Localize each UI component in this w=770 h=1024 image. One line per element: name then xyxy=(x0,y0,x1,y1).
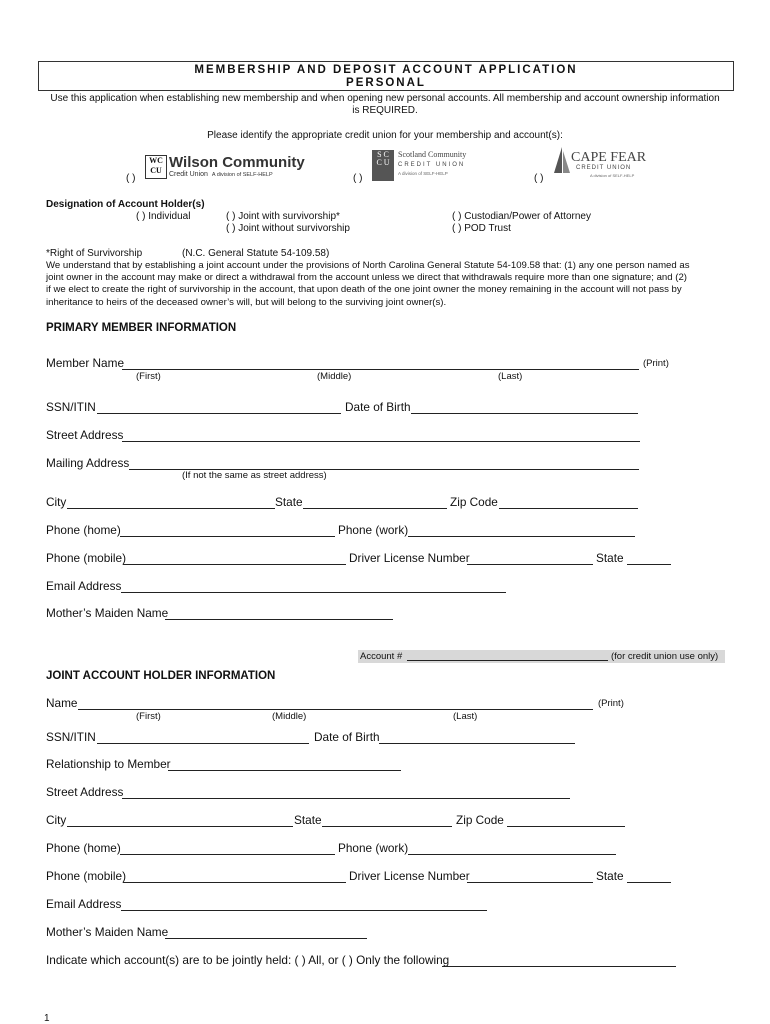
account-number-note: (for credit union use only) xyxy=(611,651,719,662)
cape-fear-checkbox[interactable]: ( ) xyxy=(534,173,544,184)
scotland-logo-sub: CREDIT UNION xyxy=(398,162,466,168)
designation-heading: Designation of Account Holder(s) xyxy=(46,199,205,210)
joint-driver-license-field[interactable] xyxy=(467,882,593,883)
joint-holder-heading: JOINT ACCOUNT HOLDER INFORMATION xyxy=(46,670,276,682)
zip-label: Zip Code xyxy=(450,495,498,509)
identify-prompt: Please identify the appropriate credit union for your membership and account(s): xyxy=(207,130,563,141)
joint-phone-work-field[interactable] xyxy=(408,854,616,855)
joint-dl-state-field[interactable] xyxy=(627,882,671,883)
custodian-option[interactable]: ( ) Custodian/Power of Attorney xyxy=(452,211,591,222)
ssn-field[interactable] xyxy=(97,413,341,414)
wilson-logo-mark: WC CU xyxy=(145,155,167,179)
joint-city-field[interactable] xyxy=(67,826,293,827)
ssn-label: SSN/ITIN xyxy=(46,400,96,414)
title-box xyxy=(38,61,734,91)
member-middle-label: (Middle) xyxy=(317,371,352,382)
cape-fear-logo-sub: CREDIT UNION xyxy=(576,165,632,171)
cape-fear-logo-division: A division of SELF-HELP xyxy=(590,173,635,178)
phone-mobile-label: Phone (mobile) xyxy=(46,551,126,565)
street-address-label: Street Address xyxy=(46,428,124,442)
driver-license-field[interactable] xyxy=(467,564,593,565)
joint-email-label: Email Address xyxy=(46,897,122,911)
joint-city-label: City xyxy=(46,813,67,827)
phone-work-label: Phone (work) xyxy=(338,523,409,537)
email-field[interactable] xyxy=(121,592,506,593)
wilson-logo-sub: Credit Union xyxy=(169,171,208,178)
member-name-label: Member Name xyxy=(46,356,125,370)
dob-field[interactable] xyxy=(411,413,638,414)
joint-dl-state-label: State xyxy=(596,869,624,883)
joint-name-field[interactable] xyxy=(78,709,593,710)
joint-name-label: Name xyxy=(46,696,78,710)
joint-name-print-note: (Print) xyxy=(598,698,624,709)
joint-zip-label: Zip Code xyxy=(456,813,504,827)
driver-license-label: Driver License Number xyxy=(349,551,470,565)
jointly-held-field[interactable] xyxy=(442,966,676,967)
form-subtitle: PERSONAL xyxy=(346,77,426,89)
state-field[interactable] xyxy=(303,508,447,509)
joint-phone-work-label: Phone (work) xyxy=(338,841,409,855)
wilson-checkbox[interactable]: ( ) xyxy=(126,173,136,184)
dl-state-label: State xyxy=(596,551,624,565)
wilson-logo-name: Wilson Community xyxy=(169,154,305,171)
jointly-held-label: Indicate which account(s) are to be jointly held: ( ) All, or ( ) Only the following xyxy=(46,953,450,967)
city-field[interactable] xyxy=(67,508,275,509)
street-address-field[interactable] xyxy=(122,441,640,442)
relationship-label: Relationship to Member xyxy=(46,757,171,771)
joint-phone-home-label: Phone (home) xyxy=(46,841,121,855)
mailing-address-note: (If not the same as street address) xyxy=(182,470,327,481)
joint-ssn-label: SSN/ITIN xyxy=(46,730,96,744)
dob-label: Date of Birth xyxy=(345,400,411,414)
state-label: State xyxy=(275,495,303,509)
phone-mobile-field[interactable] xyxy=(123,564,346,565)
member-name-field[interactable] xyxy=(122,369,639,370)
joint-ssn-field[interactable] xyxy=(97,743,309,744)
intro-line-2: is REQUIRED. xyxy=(352,105,418,116)
account-number-field[interactable] xyxy=(407,660,608,661)
joint-street-field[interactable] xyxy=(122,798,570,799)
joint-zip-field[interactable] xyxy=(507,826,625,827)
primary-member-heading: PRIMARY MEMBER INFORMATION xyxy=(46,322,237,334)
city-label: City xyxy=(46,495,67,509)
survivorship-label: *Right of Survivorship xyxy=(46,248,143,259)
survivorship-line-3: if we elect to create the right of survivorship in the account, that upon death of the one joint owner the money remaining in the account will not pass by xyxy=(46,284,682,296)
individual-option[interactable]: ( ) Individual xyxy=(136,211,191,222)
account-number-label: Account # xyxy=(360,651,403,662)
maiden-name-label: Mother’s Maiden Name xyxy=(46,606,169,620)
joint-maiden-name-label: Mother’s Maiden Name xyxy=(46,925,169,939)
survivorship-line-4: inheritance to heirs of the deceased owner’s will, but will belong to the surviving joint owner(s). xyxy=(46,296,447,308)
scotland-logo-name: Scotland Community xyxy=(398,150,467,159)
scotland-logo-division: A division of SELF-HELP xyxy=(398,171,448,176)
maiden-name-field[interactable] xyxy=(165,619,393,620)
survivorship-text xyxy=(46,260,726,309)
zip-field[interactable] xyxy=(499,508,638,509)
joint-without-survivorship-option[interactable]: ( ) Joint without survivorship xyxy=(226,223,350,234)
joint-driver-license-label: Driver License Number xyxy=(349,869,470,883)
joint-street-label: Street Address xyxy=(46,785,124,799)
phone-work-field[interactable] xyxy=(408,536,635,537)
joint-email-field[interactable] xyxy=(121,910,487,911)
joint-dob-field[interactable] xyxy=(379,743,575,744)
phone-home-label: Phone (home) xyxy=(46,523,121,537)
survivorship-statute: (N.C. General Statute 54-109.58) xyxy=(182,248,330,259)
email-label: Email Address xyxy=(46,579,122,593)
joint-phone-mobile-field[interactable] xyxy=(123,882,346,883)
joint-first-label: (First) xyxy=(136,711,161,722)
member-last-label: (Last) xyxy=(498,371,523,382)
survivorship-line-2: joint owner in the account may make or direct a withdrawal from the account unless we direct that withdrawals require more than one signature; and (2) xyxy=(46,272,687,284)
joint-middle-label: (Middle) xyxy=(272,711,307,722)
mailing-address-label: Mailing Address xyxy=(46,456,130,470)
joint-phone-home-field[interactable] xyxy=(120,854,335,855)
joint-state-field[interactable] xyxy=(322,826,452,827)
joint-state-label: State xyxy=(294,813,322,827)
scotland-logo-mark: S C C U xyxy=(372,150,394,181)
member-first-label: (First) xyxy=(136,371,161,382)
intro-line-1: Use this application when establishing new membership and when opening new personal accounts. All membership and account ownership information xyxy=(50,93,720,104)
page-number: 1 xyxy=(44,1013,50,1024)
joint-with-survivorship-option[interactable]: ( ) Joint with survivorship* xyxy=(226,211,340,222)
relationship-field[interactable] xyxy=(168,770,401,771)
joint-phone-mobile-label: Phone (mobile) xyxy=(46,869,126,883)
phone-home-field[interactable] xyxy=(120,536,335,537)
form-title: MEMBERSHIP AND DEPOSIT ACCOUNT APPLICATION xyxy=(194,64,578,76)
cape-fear-logo-name: CAPE FEAR xyxy=(571,150,647,165)
member-name-print-note: (Print) xyxy=(643,358,669,369)
wilson-logo-division: A division of SELF-HELP xyxy=(211,172,273,178)
joint-last-label: (Last) xyxy=(453,711,478,722)
scotland-checkbox[interactable]: ( ) xyxy=(353,173,363,184)
sailboat-icon xyxy=(552,145,572,177)
pod-trust-option[interactable]: ( ) POD Trust xyxy=(452,223,511,234)
dl-state-field[interactable] xyxy=(627,564,671,565)
joint-dob-label: Date of Birth xyxy=(314,730,380,744)
joint-maiden-name-field[interactable] xyxy=(165,938,367,939)
survivorship-line-1: We understand that by establishing a joint account under the provisions of North Carolina General Statute 54-109.58 that: (1) any one person named as xyxy=(46,260,690,271)
